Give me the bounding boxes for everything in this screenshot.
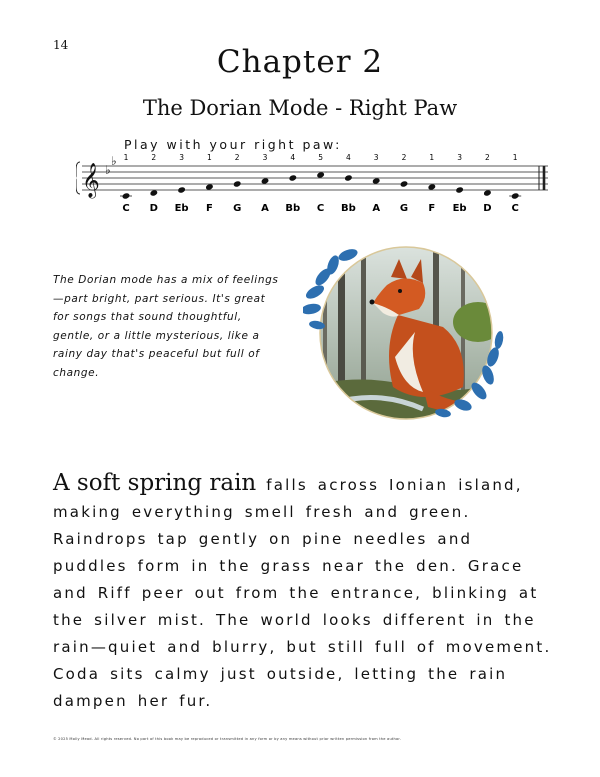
note [120, 153, 132, 214]
note-head [261, 177, 270, 184]
note [150, 153, 159, 214]
note-name: Eb [452, 203, 467, 214]
fingering-number: 2 [234, 153, 240, 162]
note-name: A [372, 203, 381, 214]
fingering-number: 4 [290, 153, 296, 162]
note-head [428, 183, 437, 190]
note [372, 153, 381, 214]
note-head [122, 192, 131, 199]
note-head [483, 189, 492, 196]
note [233, 153, 242, 214]
note-head [289, 174, 298, 181]
note-head [205, 183, 214, 190]
note-name: F [205, 203, 213, 214]
note [453, 153, 467, 214]
music-staff [76, 152, 552, 218]
copyright-notice: © 2025 Molly Mead. All rights reserved. No part of this book may be reproduced or transmitted in any form or by any means without prior written permission from the author. [53, 737, 402, 741]
section-title: The Dorian Mode - Right Paw [142, 96, 458, 120]
note-name: Bb [285, 203, 301, 214]
note [261, 153, 270, 214]
fingering-number: 2 [401, 153, 407, 162]
story-paragraph [53, 470, 553, 715]
note-head [372, 177, 381, 184]
fingering-number: 5 [318, 153, 323, 162]
note-name: F [428, 203, 436, 214]
note-name: C [316, 203, 325, 214]
note-name: C [122, 203, 130, 214]
note [175, 153, 189, 214]
play-instruction: Play with your right paw: [124, 137, 342, 152]
note [316, 153, 325, 214]
treble-clef-icon: 𝄞 [82, 163, 100, 198]
notes-layer [120, 153, 521, 214]
note-name: Eb [174, 203, 189, 214]
story-lead: A soft spring rain [53, 470, 257, 496]
note [285, 153, 300, 214]
fingering-number: 3 [373, 153, 379, 162]
note-name: D [149, 203, 158, 214]
note-name: C [511, 203, 519, 214]
fingering-number: 1 [429, 153, 435, 162]
fingering-number: 1 [207, 153, 212, 162]
note [509, 153, 521, 214]
fingering-number: 3 [262, 153, 268, 162]
note [483, 153, 492, 214]
note-name: G [399, 203, 409, 214]
note-head [400, 180, 409, 187]
note [205, 153, 214, 214]
fingering-number: 4 [346, 153, 351, 162]
note-name: G [233, 203, 242, 214]
note-name: Bb [341, 203, 356, 214]
note-head [344, 174, 353, 181]
chapter-title: Chapter 2 [216, 44, 384, 80]
flat-icon: ♭ [105, 163, 111, 177]
note [341, 153, 356, 214]
fingering-number: 1 [512, 153, 518, 162]
note-name: D [483, 203, 492, 214]
note-head [150, 189, 159, 196]
fingering-number: 2 [485, 153, 490, 162]
note [428, 153, 437, 214]
note [400, 153, 409, 214]
fingering-number: 3 [179, 153, 184, 162]
story-text: falls across Ionian island, making everything smell fresh and green. Raindrops tap gently on pine needles and puddles form in the grass near the den. Grace and Riff peer out from the entrance, blinking at the silver mist. The world looks different in the rain—quiet and blurry, but still full of movement. Coda sits calmy just outside, letting the rain dampen her fur. [53, 476, 552, 710]
note-head [455, 186, 464, 193]
note-name: A [261, 203, 269, 214]
staff-lines [82, 166, 548, 190]
fingering-number: 1 [123, 153, 129, 162]
flat-icon: ♭ [111, 154, 117, 168]
fox-illustration [303, 237, 515, 433]
key-signature [105, 154, 117, 177]
note-head [316, 171, 325, 178]
page-number: 14 [53, 38, 69, 52]
note-head [511, 192, 520, 199]
dorian-description: The Dorian mode has a mix of feelings—part bright, part serious. It's great for songs that sound thoughtful, gentle, or a little mysterious, like a rainy day that's peaceful but full of change. [53, 274, 279, 379]
fingering-number: 2 [151, 153, 157, 162]
staff-brace [76, 162, 80, 194]
note-head [233, 180, 242, 187]
fingering-number: 3 [457, 153, 462, 162]
note-head [177, 186, 186, 193]
